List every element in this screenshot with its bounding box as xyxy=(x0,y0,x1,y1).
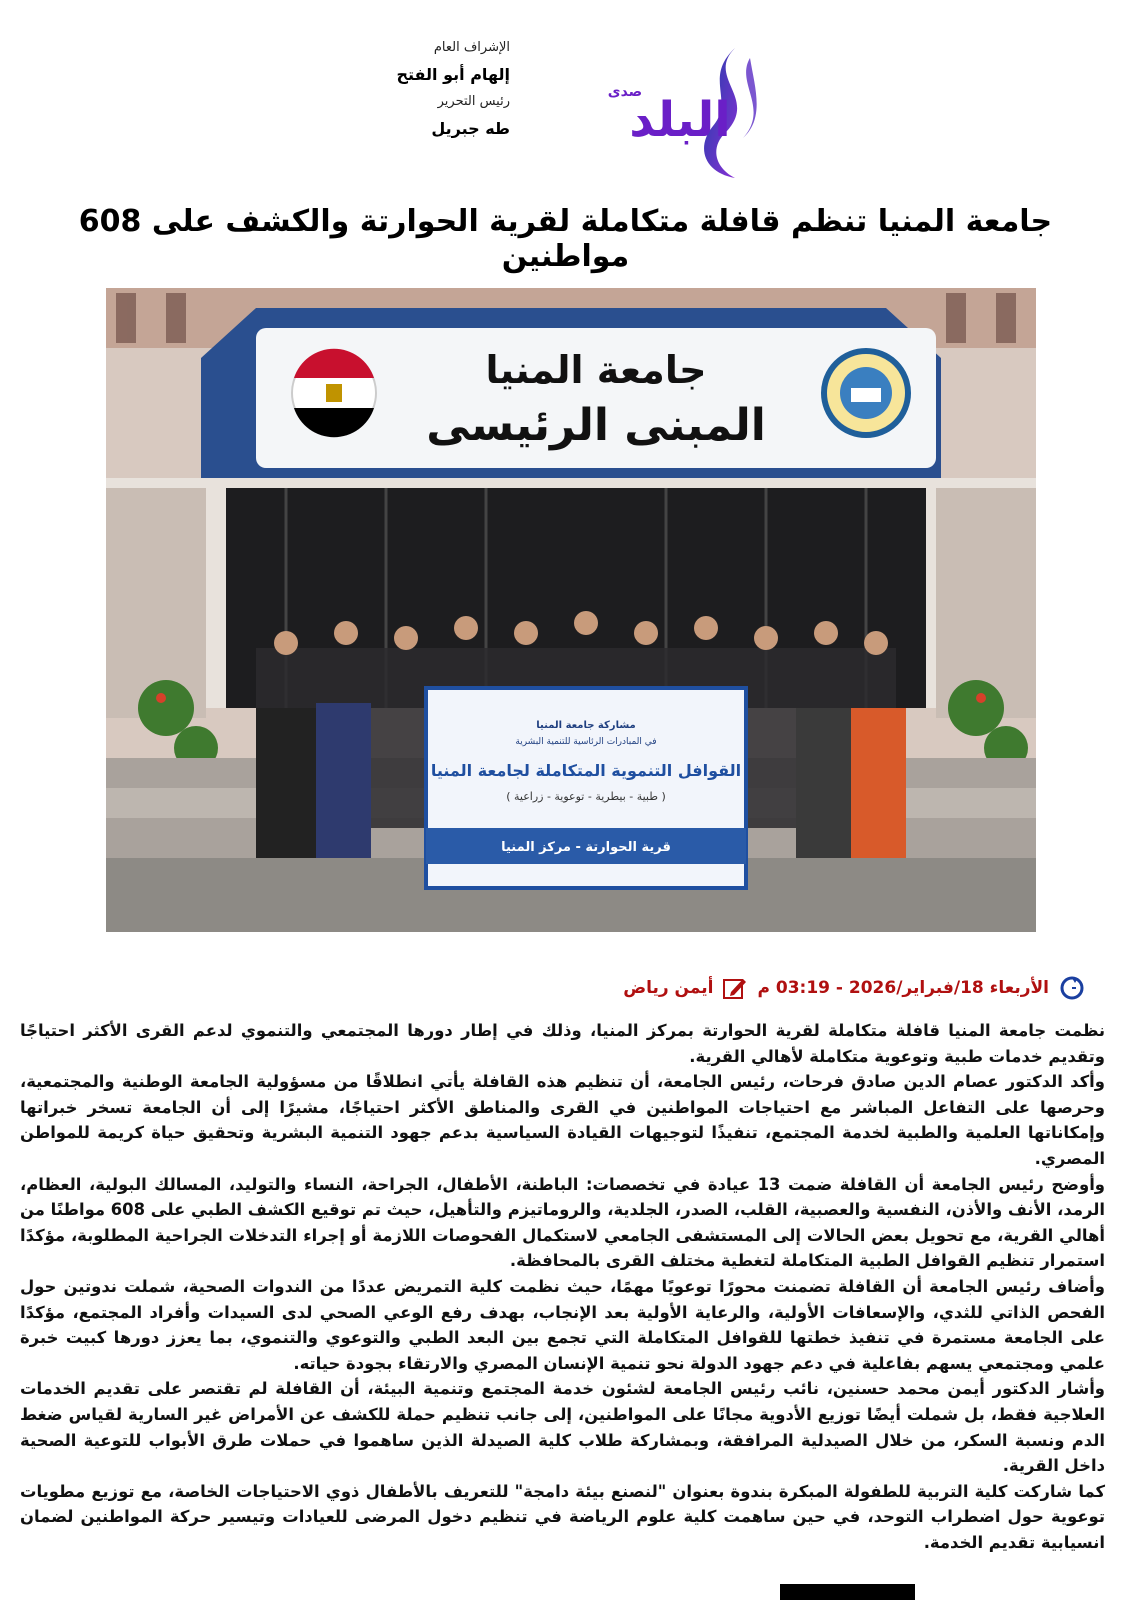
egypt-flag-emblem xyxy=(292,349,376,437)
supervisor-label: الإشراف العام xyxy=(433,40,510,55)
editor-name: طه جبريل xyxy=(431,119,510,138)
article-paragraph: وأضاف رئيس الجامعة أن القافلة تضمنت محورًا توعويًا مهمًا، حيث نظمت كلية التمريض عددًا من الندوات الصحية، شملت ندوتين حول الفحص الذاتي للثدي، والإسعافات الأولية، والرعاية الأولية بعد الإنجاب، بهدف رفع الوعي الصحي لدى السيدات وأفراد المجتمع، مؤكدًا على الجامعة مستمرة في تنفيذ خطتها للقوافل المتكاملة التي تجمع بين البعد الطبي والتوعوي والتنموي، بما يعزز دورها كبيت خبرة علمي ومجتمعي يسهم بفاعلية في دعم جهود الدولة نحو تنمية الإنسان المصري والارتقاء بجودة حياته. xyxy=(20,1276,1105,1373)
banner-line1: مشاركة جامعة المنيا xyxy=(536,720,636,731)
article-paragraph: وأوضح رئيس الجامعة أن القافلة ضمت 13 عيادة في تخصصات: الباطنة، الأطفال، الجراحة، النساء والتوليد، المسالك البولية، العظام، الرمد، الأنف والأذن، النفسية والعصبية، القلب، الصدر، الجلدية، والروماتيزم والتأهيل، حيث تم توقيع الكشف الطبي على 608 مواطنًا من أهالي القرية، مع تحويل بعض الحالات إلى المستشفى الجامعي لاستكمال الفحوصات اللازمة أو إجراء التدخلات الجراحية المطلوبة، مؤكدًا استمرار تنظيم القوافل الطبية المتكاملة لتغطية مختلف القرى بالمحافظة. xyxy=(20,1174,1105,1271)
masthead-credits xyxy=(360,34,510,142)
article-photo xyxy=(106,288,1036,932)
article-paragraph: وأكد الدكتور عصام الدين صادق فرحات، رئيس الجامعة، أن تنظيم هذه القافلة يأتي انطلاقًا من مسؤولية الجامعة الوطنية والمجتمعية، وحرصها على التفاعل المباشر مع احتياجات المواطنين في القرى والمناطق الأكثر احتياجًا، مشيرًا إلى أن الجامعة تسخر خبراتها وإمكاناتها العلمية والطبية لخدمة المجتمع، تنفيذًا لتوجيهات القيادة السياسية بدعم جهود التنمية البشرية وتحقيق حياة كريمة للمواطن المصري. xyxy=(20,1072,1105,1168)
supervisor-name: إلهام أبو الفتح xyxy=(396,65,510,84)
article-headline: جامعة المنيا تنظم قافلة متكاملة لقرية الحوارتة والكشف على 608 مواطنين xyxy=(78,204,1053,274)
banner-line3: القوافل التنموية المتكاملة لجامعة المنيا xyxy=(430,761,742,780)
bottom-bar xyxy=(780,1584,915,1600)
banner-line5: قرية الحوارتة - مركز المنيا xyxy=(501,840,671,855)
article-meta xyxy=(560,970,1085,1006)
banner-line4: ( طبية - بيطرية - توعوية - زراعية ) xyxy=(506,790,666,803)
article-body xyxy=(20,1018,1105,1555)
author-name: أيمن رياض xyxy=(623,978,714,998)
sada-elbalad-logo xyxy=(585,38,785,188)
editor-label: رئيس التحرير xyxy=(437,94,510,109)
publish-date: الأربعاء 18/فبراير/2026 - 03:19 م xyxy=(757,978,1049,998)
logo-main-text: البلد xyxy=(629,92,731,148)
sign-line1: جامعة المنيا xyxy=(485,348,707,392)
logo-small-text: صدى xyxy=(607,84,643,100)
pencil-icon xyxy=(723,976,747,1000)
article-paragraph: وأشار الدكتور أيمن محمد حسنين، نائب رئيس الجامعة لشئون خدمة المجتمع وتنمية البيئة، أن القافلة لم تقتصر على تقديم الخدمات العلاجية فقط، بل شملت أيضًا توزيع الأدوية مجانًا على المواطنين، إلى جانب تنظيم حملة للكشف عن الأمراض غير السارية لقياس ضغط الدم ونسبة السكر، من خلال الصيدلية المرافقة، وبمشاركة طلاب كلية الصيدلة الذين ساهموا في حملات طرق الأبواب للتوعية الصحية داخل القرية. xyxy=(20,1379,1105,1476)
article-paragraph: نظمت جامعة المنيا قافلة متكاملة لقرية الحوارتة بمركز المنيا، وذلك في إطار دورها المجتمعي والتنموي لدعم القرى الأكثر احتياجًا وتقديم خدمات طبية وتوعوية متكاملة لأهالي القرية. xyxy=(20,1021,1105,1066)
university-seal xyxy=(824,351,908,435)
caravan-banner xyxy=(426,688,746,888)
article-paragraph: كما شاركت كلية التربية للطفولة المبكرة بندوة بعنوان "لنصنع بيئة دامجة" للتعريف بالأطفال ذوي الاحتياجات الخاصة، مع توزيع مطويات توعوية حول اضطراب التوحد، في حين ساهمت كلية علوم الرياضة في تنظيم دخول المرضى للعيادات وتيسير حركة المواطنين لضمان انسيابية تقديم الخدمة. xyxy=(20,1481,1105,1552)
sign-line2: المبنى الرئيسى xyxy=(426,400,766,451)
logo-flame-accent xyxy=(743,58,757,138)
refresh-icon xyxy=(1059,975,1085,1001)
banner-line2: في المبادرات الرئاسية للتنمية البشرية xyxy=(515,737,657,747)
